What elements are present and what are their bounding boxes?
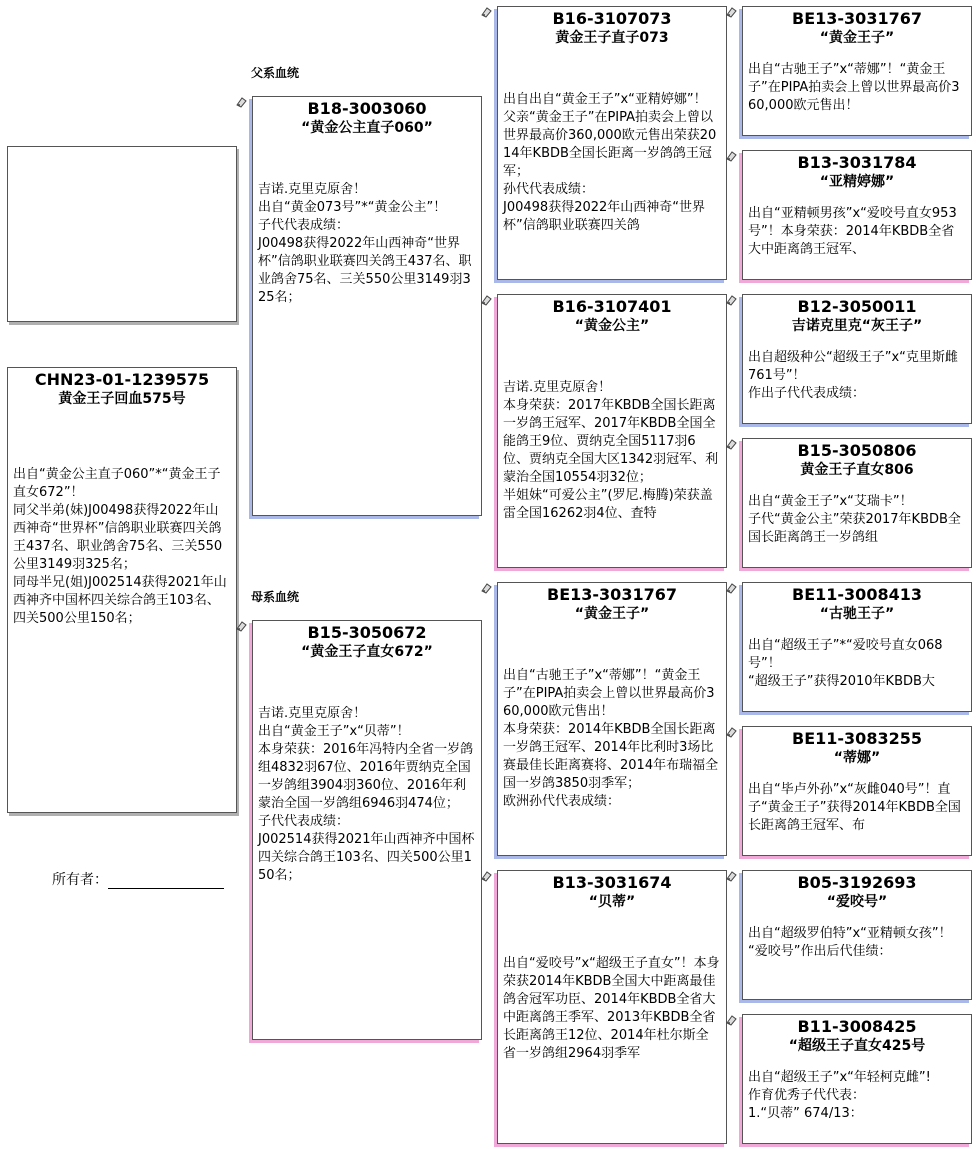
edit-handle-icon[interactable]	[481, 6, 493, 18]
gp-ss-text: 出自出自“黄金王子”x“亚精婷娜”！ 父亲“黄金王子”在PIPA拍卖会上曾以世界最高价360,000欧元售出荣获2014年KBDB全国长距离一岁鸽鸽王冠军； 孙代代表成绩： J00498获得2022年山西神奇“世界杯”信鸽职业联赛四关鸽	[503, 92, 717, 233]
ggp-ssd-card	[742, 150, 972, 280]
edit-handle-icon[interactable]	[726, 438, 738, 450]
ggp-sss-text: 出自“古驰王子”x“蒂娜”！“黄金王子”在PIPA拍卖会上曾以世界最高价360,000欧元售出！	[748, 62, 960, 113]
subject-text: 出自“黄金公主直子060”*“黄金王子直女672”！ 同父半弟(妹)J00498获得2022年山西神奇“世界杯”信鸽职业联赛四关鸽王437名、职业鸽舍75名、三关550公里3149羽325名； 同母半兄(姐)J002514获得2021年山西神齐中国杯四关综合鸽王103名、四关500公里150名；	[13, 467, 227, 626]
gp-ss-ring: B16-3107073	[552, 9, 672, 28]
ggp-ddd-text: 出自“超级王子”x“年轻柯克雌”! 作育优秀子代代表： 1.“贝蒂” 674/13：	[748, 1070, 931, 1121]
ggp-sds-text: 出自超级种公“超级王子”x“克里斯雌761号”！ 作出子代代表成绩：	[748, 350, 958, 401]
ggp-dsd-card	[742, 726, 972, 856]
ggp-dsd-ring: BE11-3083255	[792, 729, 922, 748]
sire-ring: B18-3003060	[307, 99, 427, 118]
edit-handle-icon[interactable]	[726, 1014, 738, 1026]
gp-sd-name: “黄金公主”	[574, 318, 650, 334]
edit-handle-icon[interactable]	[726, 6, 738, 18]
grandsire-paternal-card	[497, 6, 727, 280]
ggp-dss-card	[742, 582, 972, 712]
dam-side-label: 母系血统	[251, 590, 300, 604]
granddam-paternal-card	[497, 294, 727, 568]
ggp-ddd-card	[742, 1014, 972, 1144]
subject-ring: CHN23-01-1239575	[34, 370, 210, 389]
ggp-dsd-text: 出自“毕卢外孙”x“灰雌040号”！直子“黄金王子”获得2014年KBDB全国长距离鸽王冠军、布	[748, 782, 961, 833]
ggp-ssd-text: 出自“亚精顿男孩”x“爱咬号直女953号”！本身荣获：2014年KBDB全省大中距离鸽王冠军、	[748, 206, 957, 257]
owner-label: 所有者：	[52, 872, 108, 888]
ggp-dsd-name: “蒂娜”	[833, 750, 881, 766]
gp-ss-name: 黄金王子直子073	[555, 30, 669, 46]
gp-dd-name: “贝蒂”	[588, 894, 636, 910]
edit-handle-icon[interactable]	[726, 870, 738, 882]
ggp-sss-name: “黄金王子”	[819, 30, 895, 46]
ggp-sdd-text: 出自“黄金王子”x“艾瑞卡”！ 子代“黄金公主”荣获2017年KBDB全国长距离鸽王一岁鸽组	[748, 494, 961, 545]
gp-dd-ring: B13-3031674	[552, 873, 672, 892]
ggp-ssd-ring: B13-3031784	[797, 153, 917, 172]
gp-sd-ring: B16-3107401	[552, 297, 672, 316]
edit-handle-icon[interactable]	[481, 294, 493, 306]
ggp-dss-text: 出自“超级王子”*“爱咬号直女068号”！ “超级王子”获得2010年KBDB大	[748, 638, 943, 689]
gp-ds-text: 出自“古驰王子”x“蒂娜”！“黄金王子”在PIPA拍卖会上曾以世界最高价360,000欧元售出！ 本身荣获：2014年KBDB全国长距离一岁鸽王冠军、2014年比利时3场比赛最佳长距离赛将、2014年布瑞福全国一岁鸽3850羽季军； 欧洲孙代代表成绩：	[503, 668, 719, 809]
edit-handle-icon[interactable]	[726, 294, 738, 306]
edit-handle-icon[interactable]	[481, 582, 493, 594]
sire-side-label: 父系血统	[251, 66, 300, 80]
ggp-sds-name: 吉诺克里克“灰王子”	[791, 318, 923, 334]
ggp-dds-name: “爱咬号”	[826, 894, 888, 910]
edit-handle-icon[interactable]	[726, 582, 738, 594]
ggp-sdd-name: 黄金王子直女806	[800, 462, 914, 478]
subject-card	[7, 367, 237, 813]
dam-ring: B15-3050672	[307, 623, 427, 642]
gp-dd-text: 出自“爱咬号”x“超级王子直女”！本身荣获2014年KBDB全国大中距离最佳鸽舍冠军功臣、2014年KBDB全省大中距离鸽王季军、2013年KBDB全省长距离鸽王12位、2014年杜尔斯全省一岁鸽组2964羽季军	[503, 956, 720, 1061]
edit-handle-icon[interactable]	[726, 150, 738, 162]
grandsire-maternal-card	[497, 582, 727, 856]
edit-handle-icon[interactable]	[726, 726, 738, 738]
ggp-ssd-name: “亚精婷娜”	[819, 174, 895, 190]
ggp-ddd-ring: B11-3008425	[797, 1017, 917, 1036]
owner-line[interactable]	[108, 874, 224, 889]
granddam-maternal-card	[497, 870, 727, 1144]
ggp-dss-ring: BE11-3008413	[792, 585, 922, 604]
sire-text: 吉诺.克里克原舍！ 出自“黄金073号”*“黄金公主”！ 子代代表成绩： J00498获得2022年山西神奇“世界杯”信鸽职业联赛四关鸽王437名、职业鸽舍75名、三关550公里3149羽325名；	[258, 182, 472, 305]
dam-text: 吉诺.克里克原舍！ 出自“黄金王子”x“贝蒂”！ 本身荣获：2016年冯特内全省一岁鸽组4832羽67位、2016年贾纳克全国一岁鸽组3904羽360位、2016年利蒙治全国一岁鸽组6946羽474位； 子代代表成绩： J002514获得2021年山西神齐中国杯四关综合鸽王103名、四关500公里150名；	[258, 706, 475, 883]
edit-handle-icon[interactable]	[236, 620, 248, 632]
subject-name: 黄金王子回血575号	[58, 391, 186, 407]
gp-sd-text: 吉诺.克里克原舍！ 本身荣获：2017年KBDB全国长距离一岁鸽王冠军、2017年KBDB全国全能鸽王9位、贾纳克全国5117羽6位、贾纳克全国大区1342羽冠军、利蒙治全国10554羽32位； 半姐妹“可爱公主”(罗尼.梅腾)荣获盖雷全国16262羽4位、査特	[503, 380, 719, 521]
ggp-sss-card	[742, 6, 972, 136]
ggp-sss-ring: BE13-3031767	[792, 9, 922, 28]
dam-card	[252, 620, 482, 1040]
gp-ds-ring: BE13-3031767	[547, 585, 677, 604]
gp-ds-name: “黄金王子”	[574, 606, 650, 622]
sire-name: “黄金公主直子060”	[301, 120, 433, 136]
edit-handle-icon[interactable]	[236, 96, 248, 108]
sire-card	[252, 96, 482, 516]
owner-field	[52, 869, 224, 889]
ggp-sdd-ring: B15-3050806	[797, 441, 917, 460]
edit-handle-icon[interactable]	[481, 870, 493, 882]
dam-name: “黄金王子直女672”	[301, 644, 433, 660]
ggp-sds-card	[742, 294, 972, 424]
ggp-sdd-card	[742, 438, 972, 568]
ggp-dds-text: 出自“超级罗伯特”x“亚精顿女孩”！ “爱咬号”作出后代佳绩：	[748, 926, 952, 959]
ggp-dds-card	[742, 870, 972, 1000]
ggp-sds-ring: B12-3050011	[797, 297, 917, 316]
ggp-dss-name: “古驰王子”	[819, 606, 895, 622]
photo-frame	[7, 146, 237, 322]
ggp-ddd-name: “超级王子直女425号	[788, 1038, 926, 1054]
ggp-dds-ring: B05-3192693	[797, 873, 917, 892]
